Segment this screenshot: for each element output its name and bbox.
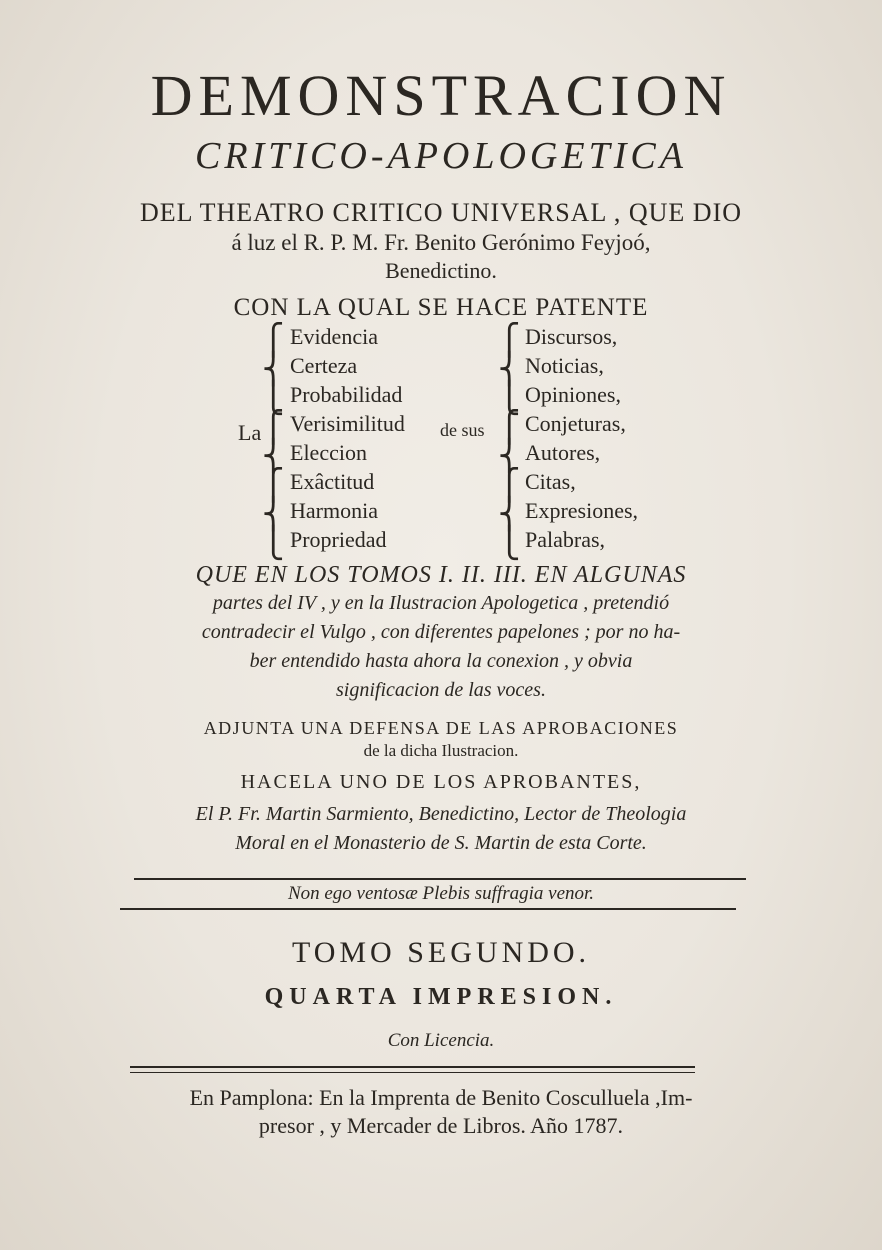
right-term: Discursos, bbox=[525, 324, 618, 349]
imprint-line: presor , y Mercader de Libros. Año 1787. bbox=[258, 1113, 624, 1138]
right-term: Conjeturas, bbox=[525, 411, 626, 436]
bracket-la: La bbox=[238, 420, 262, 445]
bracket-desus: de sus bbox=[440, 420, 485, 440]
left-term: Probabilidad bbox=[290, 382, 403, 407]
left-term: Eleccion bbox=[290, 440, 367, 465]
patente-line: CON LA QUAL SE HACE PATENTE bbox=[233, 294, 649, 321]
bracket-table bbox=[0, 322, 882, 560]
top-rule bbox=[134, 878, 746, 880]
italic-line: contradecir el Vulgo , con diferentes papelones ; por no ha- bbox=[201, 621, 681, 643]
right-term: Expresiones, bbox=[525, 498, 639, 523]
hacela-line: Moral en el Monasterio de S. Martin de esta Corte. bbox=[235, 832, 647, 854]
motto: Non ego ventosæ Plebis suffragia venor. bbox=[287, 883, 595, 904]
italic-line: significacion de las voces. bbox=[336, 679, 546, 701]
right-term: Opiniones, bbox=[525, 382, 621, 407]
order-line: Benedictino. bbox=[385, 258, 497, 283]
right-term: Palabras, bbox=[525, 527, 606, 552]
italic-line: ber entendido hasta ahora la conexion , y obvia bbox=[249, 650, 633, 672]
volume-label: TOMO SEGUNDO. bbox=[291, 936, 591, 969]
adjunta-line: ADJUNTA UNA DEFENSA DE LAS APROBACIONES bbox=[203, 718, 679, 738]
imprint-line: En Pamplona: En la Imprenta de Benito Cosculluela ,Im- bbox=[189, 1085, 693, 1110]
right-term: Citas, bbox=[525, 469, 576, 494]
left-terms bbox=[290, 322, 405, 554]
right-brace: ⎧ ⎨ ⎩ ⎧ ⎨ ⎧ ⎨ ⎩ bbox=[498, 324, 521, 560]
left-brace: ⎧ ⎨ ⎩ ⎧ ⎨ ⎧ ⎨ ⎩ bbox=[262, 324, 285, 560]
left-term: Propriedad bbox=[290, 527, 387, 552]
right-terms bbox=[525, 322, 638, 554]
hacela-line: El P. Fr. Martin Sarmiento, Benedictino, Lector de Theologia bbox=[195, 803, 687, 825]
hacela-line: HACELA UNO DE LOS APROBANTES, bbox=[240, 771, 642, 793]
author-line: á luz el R. P. M. Fr. Benito Gerónimo Feyjoó, bbox=[231, 230, 651, 255]
italic-line: QUE EN LOS TOMOS I. II. III. EN ALGUNAS bbox=[195, 562, 687, 588]
left-term: Certeza bbox=[290, 353, 358, 378]
right-term: Noticias, bbox=[525, 353, 604, 378]
right-term: Autores, bbox=[525, 440, 601, 465]
left-term: Evidencia bbox=[290, 324, 378, 349]
bottom-rule bbox=[120, 908, 736, 910]
subtitle: CRITICO-APOLOGETICA bbox=[195, 135, 687, 177]
main-title: DEMONSTRACION bbox=[150, 63, 732, 128]
italic-line: partes del IV , y en la Ilustracion Apologetica , pretendió bbox=[212, 592, 670, 614]
left-term: Harmonia bbox=[290, 498, 378, 523]
left-term: Verisimilitud bbox=[290, 411, 405, 436]
theatro-line: DEL THEATRO CRITICO UNIVERSAL , QUE DIO bbox=[139, 198, 743, 227]
license-label: Con Licencia. bbox=[387, 1030, 495, 1051]
imprint-rule bbox=[130, 1066, 695, 1068]
left-term: Exâctitud bbox=[290, 469, 375, 494]
imprint-rule-thin bbox=[130, 1072, 695, 1073]
edition-label: QUARTA IMPRESION. bbox=[264, 984, 618, 1010]
adjunta-line: de la dicha Ilustracion. bbox=[363, 741, 519, 760]
